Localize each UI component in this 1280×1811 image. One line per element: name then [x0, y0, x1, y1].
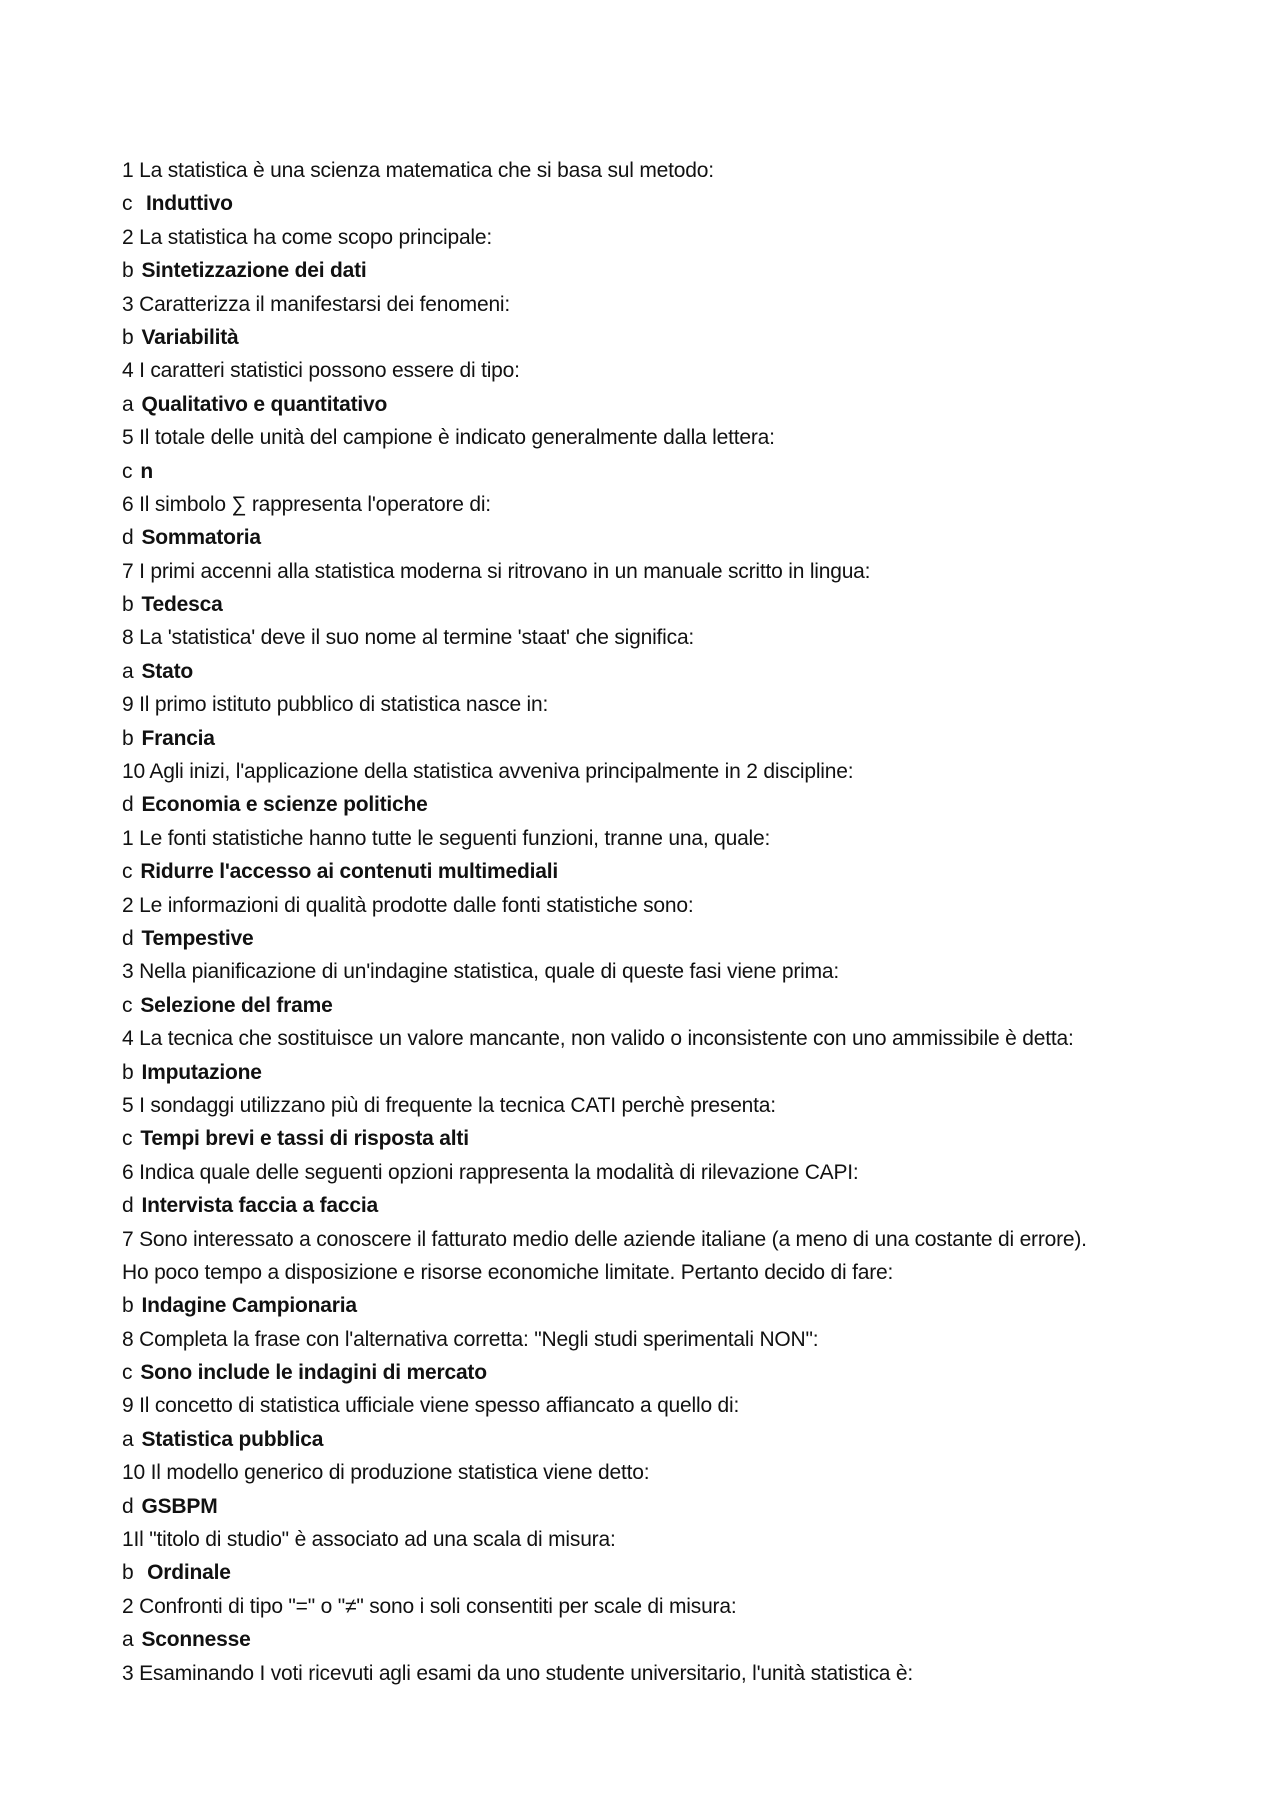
answer-letter: c — [122, 1361, 133, 1385]
question-line: 2 Confronti di tipo "=" o "≠" sono i soli consentiti per scale di misura: — [122, 1594, 737, 1618]
answer-line — [122, 388, 1202, 421]
answer-text: Tedesca — [141, 593, 223, 617]
answer-letter: b — [122, 1060, 134, 1084]
question-line: 4 I caratteri statistici possono essere di tipo: — [122, 359, 520, 383]
answer-letter: b — [122, 593, 134, 617]
answer-letter: d — [122, 793, 134, 817]
answer-text: Qualitativo e quantitativo — [141, 392, 388, 416]
question-line: 6 Indica quale delle seguenti opzioni rappresenta la modalità di rilevazione CAPI: — [122, 1160, 859, 1184]
answer-line — [122, 1189, 1202, 1222]
answer-line — [122, 655, 1202, 688]
question-line: 10 Il modello generico di produzione statistica viene detto: — [122, 1461, 650, 1485]
answer-text: Sono include le indagini di mercato — [140, 1361, 487, 1385]
answer-letter: d — [122, 526, 134, 550]
answer-letter: b — [122, 1294, 134, 1318]
answer-text: Sommatoria — [141, 526, 261, 550]
question-line: 9 Il primo istituto pubblico di statistica nasce in: — [122, 693, 549, 717]
answer-text: Tempestive — [141, 926, 254, 950]
question-line: 1 Le fonti statistiche hanno tutte le seguenti funzioni, tranne una, quale: — [122, 826, 771, 850]
answer-line — [122, 1356, 1202, 1389]
answer-text: Economia e scienze politiche — [141, 793, 428, 817]
question-line: 7 Sono interessato a conoscere il fatturato medio delle aziende italiane (a meno di una costante di errore). — [122, 1227, 1087, 1251]
answer-letter: c — [122, 192, 133, 216]
question-line: 1Il "titolo di studio" è associato ad una scala di misura: — [122, 1528, 616, 1552]
answer-letter: c — [122, 1127, 133, 1151]
answer-text: Induttivo — [140, 192, 233, 216]
answer-line — [122, 455, 1202, 488]
answer-line — [122, 254, 1202, 287]
answer-line — [122, 1423, 1202, 1456]
answer-text: Selezione del frame — [140, 993, 333, 1017]
answer-text: GSBPM — [141, 1494, 218, 1518]
answer-line — [122, 521, 1202, 554]
answer-line — [122, 855, 1202, 888]
answer-letter: c — [122, 993, 133, 1017]
question-line: 5 I sondaggi utilizzano più di frequente la tecnica CATI perchè presenta: — [122, 1093, 776, 1117]
answer-line — [122, 1056, 1202, 1089]
answer-text: Variabilità — [141, 325, 239, 349]
answer-text: Sintetizzazione dei dati — [141, 259, 367, 283]
answer-line — [122, 788, 1202, 821]
question-line: 6 Il simbolo ∑ rappresenta l'operatore di: — [122, 492, 491, 516]
answer-text: Tempi brevi e tassi di risposta alti — [140, 1127, 469, 1151]
answer-letter: a — [122, 659, 134, 683]
question-line: 10 Agli inizi, l'applicazione della statistica avveniva principalmente in 2 discipline: — [122, 760, 854, 784]
question-line: 7 I primi accenni alla statistica moderna si ritrovano in un manuale scritto in lingua: — [122, 559, 871, 583]
question-line: 9 Il concetto di statistica ufficiale viene spesso affiancato a quello di: — [122, 1394, 740, 1418]
answer-line — [122, 1289, 1202, 1322]
answer-letter: b — [122, 259, 134, 283]
question-line: 4 La tecnica che sostituisce un valore mancante, non valido o inconsistente con uno ammissibile è detta: — [122, 1027, 1074, 1051]
answer-text: Imputazione — [141, 1060, 262, 1084]
question-line: 8 La 'statistica' deve il suo nome al termine 'staat' che significa: — [122, 626, 695, 650]
answer-line — [122, 1490, 1202, 1523]
question-line: 2 La statistica ha come scopo principale: — [122, 225, 493, 249]
answer-letter: a — [122, 1628, 134, 1652]
answer-text: Ridurre l'accesso ai contenuti multimediali — [140, 860, 558, 884]
answer-line — [122, 1623, 1202, 1656]
answer-letter: b — [122, 1561, 134, 1585]
answer-letter: c — [122, 459, 133, 483]
answer-letter: b — [122, 726, 134, 750]
question-line: 1 La statistica è una scienza matematica che si basa sul metodo: — [122, 159, 714, 182]
answer-letter: d — [122, 926, 134, 950]
answer-text: Francia — [141, 726, 215, 750]
question-line: Ho poco tempo a disposizione e risorse economiche limitate. Pertanto decido di fare: — [122, 1260, 894, 1284]
question-line: 2 Le informazioni di qualità prodotte dalle fonti statistiche sono: — [122, 893, 694, 917]
answer-text: Sconnesse — [141, 1628, 251, 1652]
answer-letter: d — [122, 1494, 134, 1518]
answer-line — [122, 321, 1202, 354]
answer-line — [122, 1122, 1202, 1155]
answer-letter: d — [122, 1194, 134, 1218]
answer-line — [122, 722, 1202, 755]
answer-letter: b — [122, 325, 134, 349]
question-line: 5 Il totale delle unità del campione è indicato generalmente dalla lettera: — [122, 426, 775, 450]
answer-letter: a — [122, 1427, 134, 1451]
answer-text: Statistica pubblica — [141, 1427, 324, 1451]
answer-letter: a — [122, 392, 134, 416]
answer-line — [122, 1556, 1202, 1589]
question-line: 3 Nella pianificazione di un'indagine statistica, quale di queste fasi viene prima: — [122, 960, 840, 984]
answer-text: Intervista faccia a faccia — [141, 1194, 378, 1218]
answer-line — [122, 187, 1202, 220]
answer-line — [122, 989, 1202, 1022]
document-page — [122, 154, 1202, 1690]
question-line: 3 Caratterizza il manifestarsi dei fenomeni: — [122, 292, 511, 316]
answer-text: Stato — [141, 659, 193, 683]
answer-text: Ordinale — [141, 1561, 231, 1585]
answer-text: n — [140, 459, 153, 483]
answer-letter: c — [122, 860, 133, 884]
question-line: 3 Esaminando I voti ricevuti agli esami da uno studente universitario, l'unità statistica è: — [122, 1661, 914, 1685]
answer-text: Indagine Campionaria — [141, 1294, 357, 1318]
answer-line — [122, 922, 1202, 955]
question-line: 8 Completa la frase con l'alternativa corretta: "Negli studi sperimentali NON": — [122, 1327, 819, 1351]
answer-line — [122, 588, 1202, 621]
